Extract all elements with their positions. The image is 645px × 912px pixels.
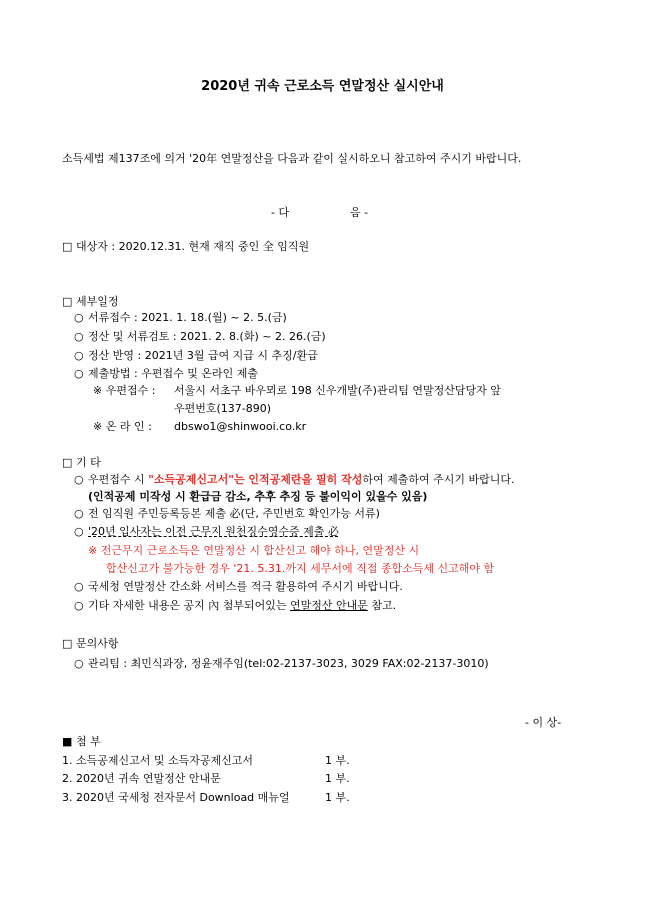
schedule-item bbox=[74, 349, 318, 363]
square-bullet-icon: □ bbox=[62, 456, 73, 469]
other-item-details-pre: 기타 자세한 내용은 공지 內 첨부되어있는 bbox=[88, 599, 290, 612]
schedule-heading bbox=[62, 295, 119, 309]
target-line bbox=[62, 240, 309, 254]
attachment-count: 1 부. bbox=[325, 772, 350, 785]
schedule-item bbox=[74, 311, 287, 325]
contact-heading-text: 문의사항 bbox=[76, 637, 119, 650]
circle-bullet-icon: ○ bbox=[74, 657, 84, 670]
da-heading-right: 음 - bbox=[350, 206, 369, 219]
schedule-item-text: 정산 반영 : 2021년 3월 급여 지급 시 추징/환급 bbox=[88, 349, 318, 362]
other-heading bbox=[62, 456, 101, 470]
circle-bullet-icon: ○ bbox=[74, 599, 84, 612]
other-item-mail-post: 하여 제출하여 주시기 바랍니다. bbox=[362, 473, 515, 486]
intro-paragraph: 소득세법 제137조에 의거 '20年 연말정산을 다음과 같이 실시하오니 참고하여 주시기 바랍니다. bbox=[62, 152, 522, 165]
other-item-mail-emphasis: "소득공제신고서"는 인적공제란을 필히 작성 bbox=[148, 473, 363, 486]
schedule-heading-text: 세부일정 bbox=[76, 295, 119, 308]
circle-bullet-icon: ○ bbox=[74, 473, 84, 486]
other-item-new-hire bbox=[74, 525, 339, 539]
circle-bullet-icon: ○ bbox=[74, 367, 84, 380]
circle-bullet-icon: ○ bbox=[74, 349, 84, 362]
filled-square-bullet-icon: ■ bbox=[62, 735, 73, 748]
mail-postal-code: 우편번호(137-890) bbox=[174, 402, 272, 415]
attachment-item: 2. 2020년 귀속 연말정산 안내문 bbox=[62, 772, 221, 785]
attachment-item: 1. 소득공제신고서 및 소득자공제신고서 bbox=[62, 754, 253, 767]
circle-bullet-icon: ○ bbox=[74, 580, 84, 593]
target-text: 대상자 : 2020.12.31. 현재 재직 중인 全 임직원 bbox=[76, 240, 310, 253]
other-item-details bbox=[74, 599, 396, 613]
other-item-nts-text: 국세청 연말정산 간소화 서비스를 적극 활용하여 주시기 바랍니다. bbox=[88, 580, 403, 593]
other-item-mail-pre: 우편접수 시 bbox=[88, 473, 149, 486]
attachments-heading-text: 첨 부 bbox=[76, 735, 101, 748]
other-heading-text: 기 타 bbox=[76, 456, 101, 469]
online-label: ※ 온 라 인 : bbox=[93, 420, 152, 433]
other-item-registry-text: 전 임직원 주민등록등본 제출 必(단, 주민번호 확인가능 서류) bbox=[88, 507, 380, 520]
contact-line bbox=[74, 657, 489, 671]
mail-label: ※ 우편접수 : bbox=[93, 384, 156, 397]
guide-document-link[interactable]: 연말정산 안내문 bbox=[290, 599, 368, 612]
da-heading-left: - 다 bbox=[271, 206, 290, 219]
square-bullet-icon: □ bbox=[62, 637, 73, 650]
contact-heading bbox=[62, 637, 119, 651]
other-item-details-post: 참고. bbox=[367, 599, 397, 612]
online-email: dbswo1@shinwooi.co.kr bbox=[174, 420, 307, 433]
other-item-new-hire-text: '20년 입사자는 이전 근무지 원천징수영수증 제출 必 bbox=[88, 525, 339, 538]
other-item-mail bbox=[74, 473, 514, 487]
square-bullet-icon: □ bbox=[62, 240, 73, 253]
other-item-new-hire-note-2: 합산신고가 불가능한 경우 '21. 5.31.까지 세무서에 직접 종합소득세 신고해야 함 bbox=[106, 562, 495, 575]
circle-bullet-icon: ○ bbox=[74, 525, 84, 538]
circle-bullet-icon: ○ bbox=[74, 311, 84, 324]
circle-bullet-icon: ○ bbox=[74, 507, 84, 520]
other-item-mail-note: (인적공제 미작성 시 환급금 감소, 추후 추징 등 불이익이 있을수 있음) bbox=[88, 490, 428, 503]
attachment-item: 3. 2020년 국세청 전자문서 Download 매뉴얼 bbox=[62, 791, 290, 804]
end-mark: - 이 상- bbox=[525, 716, 562, 729]
attachment-count: 1 부. bbox=[325, 754, 350, 767]
attachments-heading bbox=[62, 735, 101, 749]
contact-text: 관리팀 : 최민식과장, 정윤재주임(tel:02-2137-3023, 3029 FAX:02-2137-3010) bbox=[88, 657, 489, 670]
schedule-item-text: 정산 및 서류검토 : 2021. 2. 8.(화) ~ 2. 26.(금) bbox=[88, 330, 326, 343]
schedule-item-text: 서류접수 : 2021. 1. 18.(월) ~ 2. 5.(금) bbox=[88, 311, 287, 324]
schedule-item bbox=[74, 330, 326, 344]
schedule-item bbox=[74, 367, 258, 381]
attachment-count: 1 부. bbox=[325, 791, 350, 804]
other-item-new-hire-note-1: ※ 전근무지 근로소득은 연말정산 시 합산신고 해야 하나, 연말정산 시 bbox=[88, 544, 420, 557]
mail-address: 서울시 서초구 바우뫼로 198 신우개발(주)관리팀 연말정산담당자 앞 bbox=[174, 384, 501, 397]
other-item-nts bbox=[74, 580, 403, 594]
circle-bullet-icon: ○ bbox=[74, 330, 84, 343]
document-title: 2020년 귀속 근로소득 연말정산 실시안내 bbox=[201, 79, 444, 94]
other-item-registry bbox=[74, 507, 380, 521]
schedule-item-text: 제출방법 : 우편접수 및 온라인 제출 bbox=[88, 367, 258, 380]
square-bullet-icon: □ bbox=[62, 295, 73, 308]
